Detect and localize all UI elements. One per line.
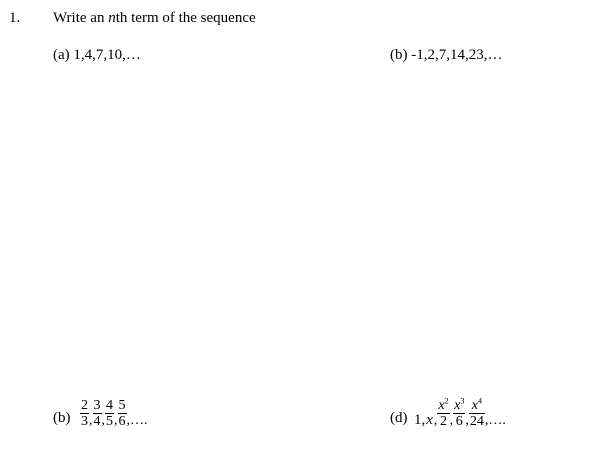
- numerator-exponent: 4: [477, 396, 482, 406]
- comma: ,: [101, 412, 105, 428]
- fraction-numerator: 4: [106, 398, 113, 413]
- fraction-numerator: 3: [93, 398, 101, 413]
- numerator-variable: x: [471, 398, 478, 413]
- fraction: [453, 398, 465, 429]
- part-a: [53, 47, 141, 64]
- numerator-variable: x: [454, 398, 461, 413]
- fraction-denominator: 24: [469, 414, 484, 429]
- numerator-exponent: 2: [444, 396, 449, 406]
- part-a-label: (a): [53, 47, 70, 63]
- fraction-denominator: 6: [455, 414, 463, 429]
- fraction: [80, 398, 89, 429]
- part-b-top: [390, 47, 503, 64]
- sequence-ellipsis: ,….: [126, 412, 148, 428]
- comma: ,: [449, 412, 454, 428]
- part-d-label: (d): [390, 410, 408, 426]
- prefix-one: 1,: [414, 412, 426, 428]
- fraction-numerator: 2: [81, 398, 88, 413]
- fraction-denominator: 4: [93, 414, 101, 429]
- prompt-text-end: th term of the sequence: [115, 10, 256, 26]
- comma: ,: [89, 412, 93, 428]
- prompt-variable-n: n: [108, 10, 116, 26]
- fraction-denominator: 5: [106, 414, 113, 429]
- fraction-denominator: 2: [440, 414, 448, 429]
- part-b-top-label: (b): [390, 47, 408, 63]
- numerator-variable: x: [438, 398, 445, 413]
- fraction-numerator: [469, 398, 485, 414]
- fraction: [118, 398, 127, 429]
- numerator-exponent: 3: [460, 396, 465, 406]
- part-a-sequence: 1,4,7,10,…: [73, 47, 141, 63]
- part-b-fractions-label: (b): [53, 410, 71, 426]
- fraction-denominator: 3: [81, 414, 88, 429]
- fraction-numerator: 5: [118, 398, 126, 413]
- fraction-numerator: [437, 398, 449, 414]
- sequence-prefix: 1,x,: [414, 412, 438, 428]
- fraction: [437, 398, 449, 429]
- question-prompt: [53, 10, 256, 27]
- prefix-x: x: [426, 412, 433, 428]
- fraction-numerator: [453, 398, 465, 414]
- comma: ,: [114, 412, 118, 428]
- part-b-top-sequence: -1,2,7,14,23,…: [411, 47, 503, 63]
- fraction: [469, 398, 485, 429]
- comma: ,: [465, 412, 469, 428]
- prompt-text-start: Write an: [53, 10, 109, 26]
- fraction: [93, 398, 102, 429]
- power-sequence: [414, 398, 506, 429]
- question-number: 1.: [9, 10, 21, 26]
- fraction-denominator: 6: [118, 414, 126, 429]
- fraction-sequence: [80, 398, 148, 429]
- fraction: [105, 398, 114, 429]
- sequence-ellipsis: ,….: [484, 412, 506, 428]
